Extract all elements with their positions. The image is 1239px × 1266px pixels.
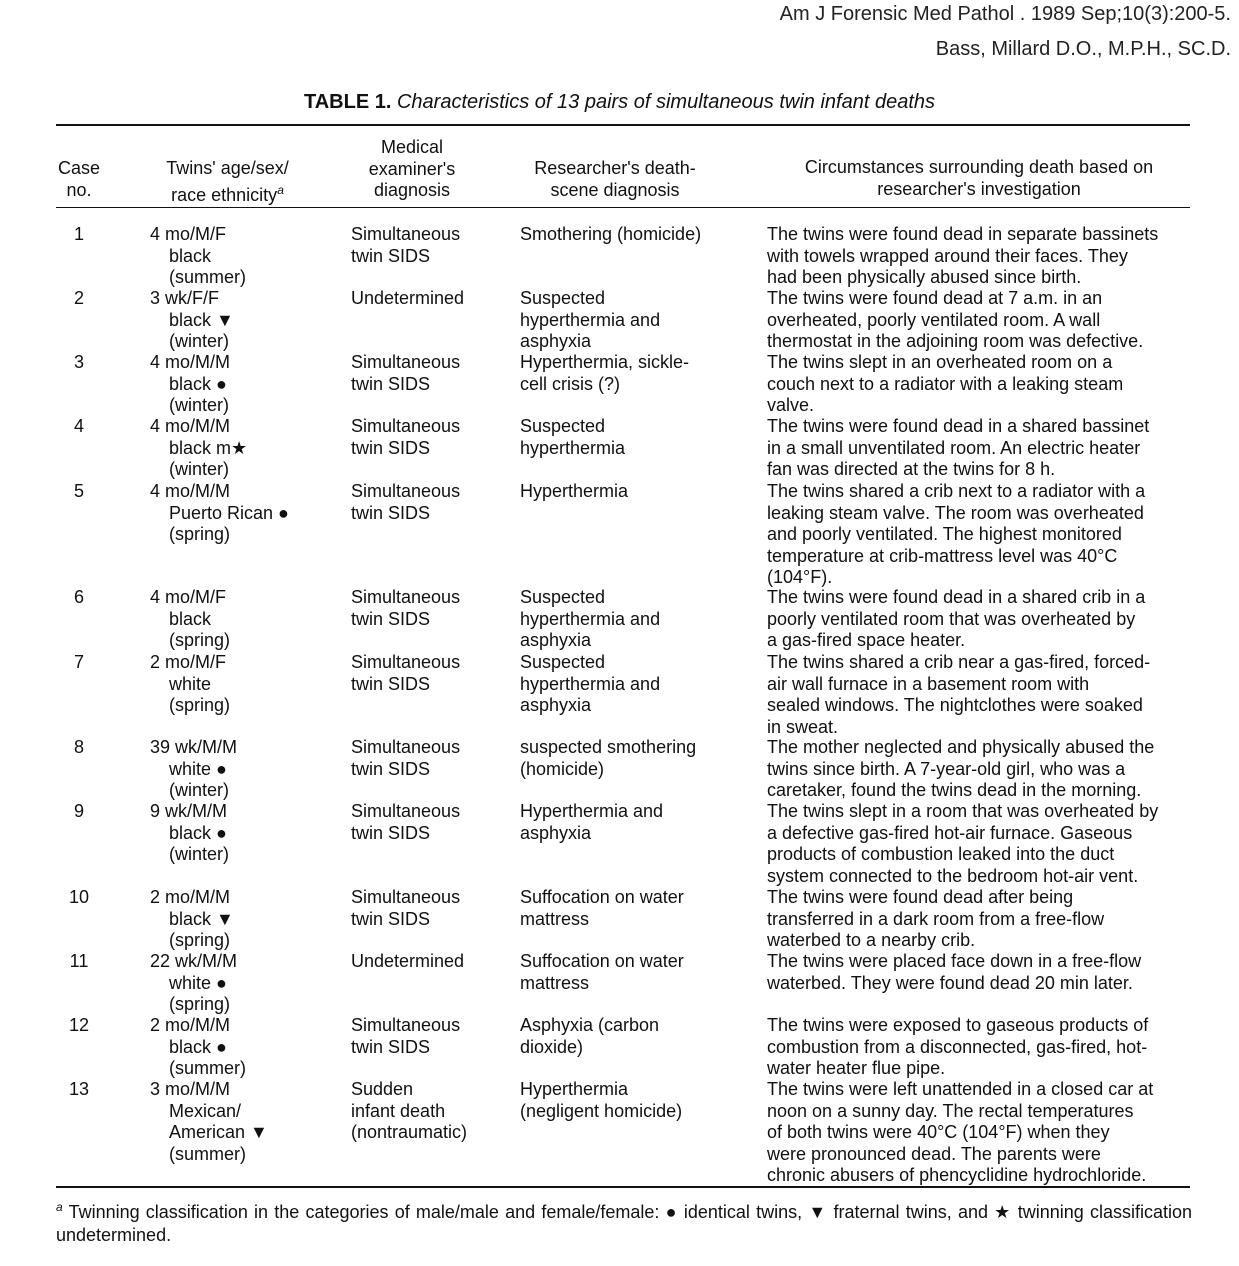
cell-researcher: Hyperthermia [520,481,629,501]
cell-medical-examiner: Undetermined [351,951,465,971]
cell-twins [150,587,330,652]
twins-race-season: Mexican/ American ▼ (summer) [169,1100,268,1164]
cell-circumstances: The twins were found dead in separate bassinets with towels wrapped around their faces. They had been physically abused since birth. [767,224,1159,287]
cell-case: 13 [68,1079,90,1099]
cell-twins [150,801,330,866]
cell-medical-examiner: Undetermined [351,288,465,308]
table-caption: Characteristics of 13 pairs of simultaneous twin infant deaths [396,91,936,113]
cell-circumstances: The twins were found dead in a shared bassinet in a small unventilated room. An electric heater fan was directed at the twins for 8 h. [767,416,1150,479]
cell-twins [150,1079,330,1165]
twins-age-sex: 3 mo/M/M [150,1079,231,1099]
header-medical-examiner: Medical examiner's diagnosis [368,137,456,200]
twins-age-sex: 2 mo/M/F [150,652,227,672]
twins-race-season: black ▼ (spring) [169,908,234,950]
cell-case: 11 [69,951,89,971]
cell-researcher: Suspected hyperthermia [520,416,626,458]
table-header-rule [56,207,1190,208]
twins-race-season: black ● (summer) [169,1036,246,1078]
cell-researcher: Asphyxia (carbon dioxide) [520,1015,660,1057]
cell-researcher: Hyperthermia, sickle- cell crisis (?) [520,352,690,394]
cell-twins [150,288,330,353]
cell-case: 10 [68,887,90,907]
twins-race-season: white ● (winter) [169,758,230,800]
cell-medical-examiner: Sudden infant death (nontraumatic) [351,1079,468,1142]
twins-age-sex: 4 mo/M/M [150,481,231,501]
cell-medical-examiner: Simultaneous twin SIDS [351,801,461,843]
twins-age-sex: 3 wk/F/F [150,288,220,308]
footnote-text: Twinning classification in the categories of male/male and female/female: ● identical twins, ▼ fraternal twins, and ★ twinning classification undetermined. [56,1202,1192,1245]
cell-medical-examiner: Simultaneous twin SIDS [351,224,461,266]
table-title [0,91,1239,114]
cell-twins [150,887,330,952]
cell-case: 3 [73,352,84,372]
cell-researcher: Suffocation on water mattress [520,887,684,929]
cell-medical-examiner: Simultaneous twin SIDS [351,587,461,629]
cell-twins [150,224,330,289]
cell-medical-examiner: Simultaneous twin SIDS [351,352,461,394]
twins-race-season: black ● (winter) [169,373,230,415]
cell-case: 4 [73,416,84,436]
cell-circumstances: The mother neglected and physically abused the twins since birth. A 7-year-old girl, who was a caretaker, found the twins dead in the morning. [767,737,1155,800]
header-twins [150,158,305,206]
cell-circumstances: The twins slept in an overheated room on a couch next to a radiator with a leaking steam valve. [767,352,1124,415]
footnote-marker: a [56,1200,63,1214]
cell-medical-examiner: Simultaneous twin SIDS [351,481,461,523]
cell-case: 8 [73,737,84,757]
cell-researcher: Smothering (homicide) [520,224,702,244]
cell-circumstances: The twins shared a crib near a gas-fired, forced- air wall furnace in a basement room with sealed windows. The nightclothes were soaked in sweat. [767,652,1151,737]
header-twins-superscript: a [277,182,284,197]
twins-race-season: black m★ (winter) [169,437,248,479]
cell-researcher: Suffocation on water mattress [520,951,684,993]
cell-researcher: suspected smothering (homicide) [520,737,697,779]
cell-medical-examiner: Simultaneous twin SIDS [351,1015,461,1057]
twins-age-sex: 4 mo/M/M [150,352,231,372]
cell-medical-examiner: Simultaneous twin SIDS [351,887,461,929]
twins-race-season: black ● (winter) [169,822,230,864]
twins-age-sex: 9 wk/M/M [150,801,228,821]
twins-race-season: white (spring) [169,673,231,715]
twins-age-sex: 4 mo/M/F [150,587,227,607]
cell-twins [150,352,330,417]
cell-circumstances: The twins were placed face down in a free-flow waterbed. They were found dead 20 min later. [767,951,1142,993]
twins-age-sex: 39 wk/M/M [150,737,238,757]
header-twins-text: Twins' age/sex/ race ethnicity [166,158,289,205]
citation-author: Bass, Millard D.O., M.P.H., SC.D. [935,38,1231,60]
cell-circumstances: The twins were found dead in a shared crib in a poorly ventilated room that was overheated by a gas-fired space heater. [767,587,1146,650]
cell-researcher: Hyperthermia and asphyxia [520,801,664,843]
cell-circumstances: The twins were left unattended in a closed car at noon on a sunny day. The rectal temperatures of both twins were 40°C (104°F) when they were pronounced dead. The parents were chronic abusers of phencyclidine hydrochloride. [767,1079,1154,1185]
cell-circumstances: The twins were found dead after being transferred in a dark room from a free-flow waterbed to a nearby crib. [767,887,1105,950]
twins-age-sex: 2 mo/M/M [150,1015,231,1035]
cell-circumstances: The twins were found dead at 7 a.m. in an overheated, poorly ventilated room. A wall thermostat in the adjoining room was defective. [767,288,1144,351]
cell-twins [150,737,330,802]
twins-race-season: Puerto Rican ● (spring) [169,502,289,544]
twins-age-sex: 4 mo/M/F [150,224,227,244]
cell-twins [150,951,330,1016]
cell-twins [150,652,330,717]
twins-race-season: black (spring) [169,608,231,650]
cell-medical-examiner: Simultaneous twin SIDS [351,652,461,694]
table-label: TABLE 1. [303,91,392,113]
cell-case: 6 [73,587,84,607]
table-footnote [56,1196,1192,1247]
header-researcher: Researcher's death- scene diagnosis [534,158,696,200]
cell-case: 5 [73,481,84,501]
twins-age-sex: 4 mo/M/M [150,416,231,436]
cell-circumstances: The twins were exposed to gaseous products of combustion from a disconnected, gas-fired, hot- water heater flue pipe. [767,1015,1149,1078]
citation-journal: Am J Forensic Med Pathol . 1989 Sep;10(3):200-5. [779,3,1231,25]
table-top-rule [56,124,1190,126]
cell-circumstances: The twins shared a crib next to a radiator with a leaking steam valve. The room was overheated and poorly ventilated. The highest monitored temperature at crib-mattress level was 40°C (104°F). [767,481,1146,587]
cell-twins [150,481,330,546]
cell-twins [150,416,330,481]
table-bottom-rule [56,1186,1190,1188]
twins-age-sex: 2 mo/M/M [150,887,231,907]
twins-race-season: black (summer) [169,245,246,287]
twins-race-season: white ● (spring) [169,972,231,1014]
header-circumstances: Circumstances surrounding death based on researcher's investigation [804,157,1154,199]
cell-medical-examiner: Simultaneous twin SIDS [351,737,461,779]
cell-case: 1 [73,224,84,244]
cell-twins [150,1015,330,1080]
cell-case: 12 [68,1015,90,1035]
twins-race-season: black ▼ (winter) [169,309,234,351]
cell-researcher: Hyperthermia (negligent homicide) [520,1079,683,1121]
cell-researcher: Suspected hyperthermia and asphyxia [520,587,661,650]
twins-age-sex: 22 wk/M/M [150,951,238,971]
header-case: Case no. [57,158,101,200]
cell-case: 2 [73,288,84,308]
cell-circumstances: The twins slept in a room that was overheated by a defective gas-fired hot-air furnace. Gaseous products of combustion leaked into the duct system connected to the bedroom hot-air vent. [767,801,1159,886]
cell-researcher: Suspected hyperthermia and asphyxia [520,288,661,351]
cell-case: 7 [73,652,84,672]
cell-researcher: Suspected hyperthermia and asphyxia [520,652,661,715]
cell-medical-examiner: Simultaneous twin SIDS [351,416,461,458]
cell-case: 9 [73,801,84,821]
